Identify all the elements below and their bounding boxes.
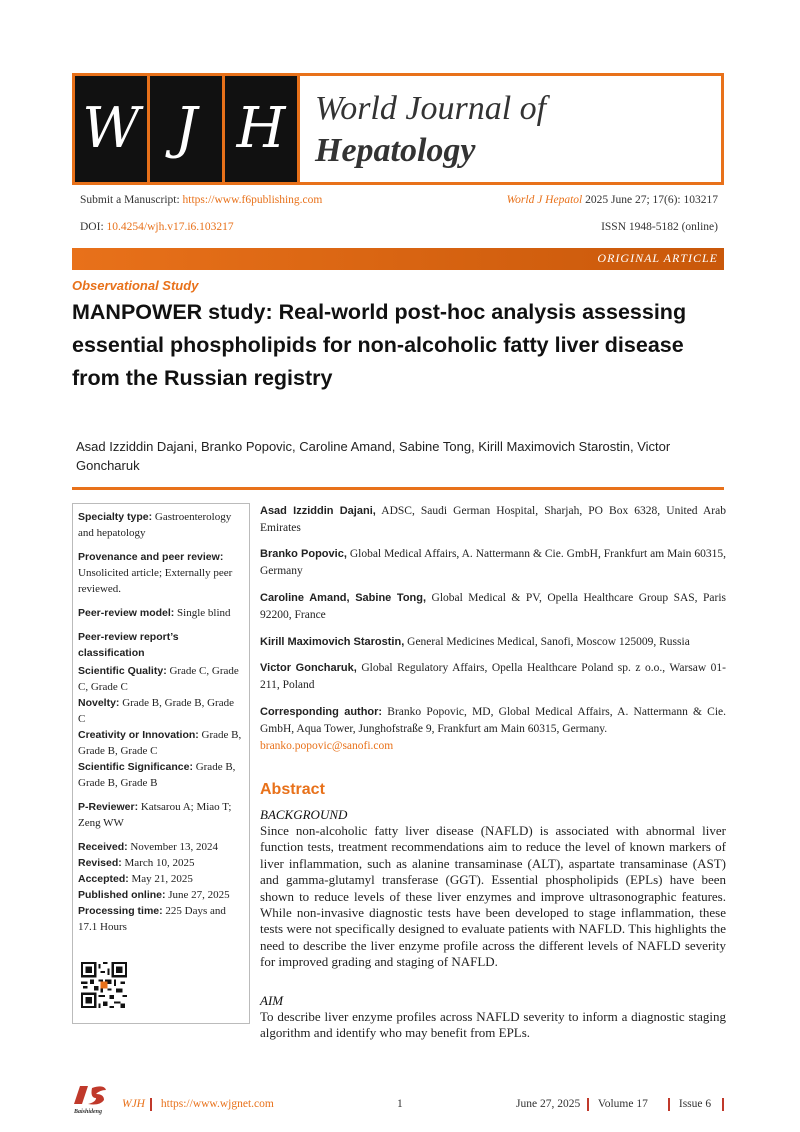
submit-link[interactable]: https://www.f6publishing.com (182, 194, 323, 206)
creativity-value: Grade B, Grade B, Grade C (78, 729, 242, 757)
affiliation-name: Branko Popovic, (260, 548, 347, 560)
reviewer-label: P-Reviewer: (78, 801, 139, 813)
citation-journal: World J Hepatol (506, 194, 583, 206)
accepted-row (78, 871, 244, 887)
specialty-block (78, 509, 244, 541)
abstract-heading: Abstract (260, 781, 325, 798)
affiliation-name: Asad Izziddin Dajani, (260, 505, 376, 517)
journal-title-line2: Hepatology (315, 132, 476, 169)
footer-separator (587, 1098, 589, 1111)
corresponding-author (260, 704, 726, 755)
publisher-logo (74, 1084, 114, 1114)
logo-letter-h: H (225, 76, 297, 182)
affiliation-4 (260, 634, 726, 651)
quality-row (78, 663, 244, 695)
logo-separator (297, 76, 300, 182)
journal-title-line1: World Journal of (315, 90, 547, 127)
aim-text: To describe liver enzyme profiles across NAFLD severity to inform a diagnostic staging algorithm and identify who may benefit from EPLs. (260, 1009, 726, 1041)
revised-label: Revised: (78, 857, 122, 869)
publisher-logo-icon (74, 1084, 114, 1106)
affiliation-name: Victor Goncharuk, (260, 662, 357, 674)
aim-heading: AIM (260, 993, 284, 1008)
affiliation-name: Kirill Maximovich Starostin, (260, 636, 405, 648)
footer-date: June 27, 2025 (516, 1098, 581, 1110)
footer-volume: Volume 17 (597, 1098, 648, 1111)
article-info-sidebar (72, 503, 250, 1024)
affiliation-2 (260, 546, 726, 580)
affiliation-3 (260, 590, 726, 624)
creativity-label: Creativity or Innovation: (78, 729, 199, 741)
corresponding-label: Corresponding author: (260, 706, 383, 718)
classification-block (78, 629, 244, 791)
corresponding-email[interactable]: branko.popovic@sanofi.com (260, 740, 394, 752)
submit-line (80, 194, 322, 206)
background-heading: BACKGROUND (260, 807, 348, 822)
footer-separator (150, 1098, 152, 1111)
qr-code-icon[interactable] (81, 962, 127, 1008)
page-number: 1 (397, 1098, 403, 1110)
provenance-label: Provenance and peer review: (78, 551, 224, 563)
significance-label: Scientific Significance: (78, 761, 193, 773)
footer-issue: Issue 6 (678, 1098, 712, 1111)
affiliation-name: Caroline Amand, Sabine Tong, (260, 592, 427, 604)
reviewer-value: Katsarou A; Miao T; Zeng WW (78, 801, 232, 829)
quality-value: Grade C, Grade C, Grade C (78, 665, 239, 693)
article-type-label: ORIGINAL ARTICLE (597, 251, 718, 265)
doi-line (80, 221, 234, 233)
footer-journal-abbrev: WJH (122, 1098, 145, 1110)
affiliation-1 (260, 503, 726, 537)
publisher-logo-text: Baishideng (74, 1109, 103, 1115)
processing-row (78, 903, 244, 935)
model-label: Peer-review model: (78, 607, 175, 619)
published-row (78, 887, 244, 903)
affiliation-text: Global Regulatory Affairs, Opella Healthcare Poland sp. z o.o., Warsaw 01-211, Poland (260, 662, 727, 691)
affiliation-text: Global Medical Affairs, A. Nattermann & Cie. GmbH, Frankfurt am Main 60315, Germany (260, 548, 727, 577)
affiliation-text: General Medicines Medical, Sanofi, Moscow 125009, Russia (407, 636, 690, 648)
model-block (78, 605, 244, 621)
processing-label: Processing time: (78, 905, 163, 917)
revised-value: March 10, 2025 (124, 857, 195, 869)
doi-link[interactable]: 10.4254/wjh.v17.i6.103217 (106, 221, 234, 233)
novelty-value: Grade B, Grade B, Grade C (78, 697, 234, 725)
citation-line (507, 194, 718, 206)
quality-label: Scientific Quality: (78, 665, 167, 677)
doi-label: DOI: (80, 221, 104, 233)
divider (72, 487, 724, 490)
provenance-block (78, 549, 244, 597)
author-list: Asad Izziddin Dajani, Branko Popovic, Caroline Amand, Sabine Tong, Kirill Maximovich Starostin, Victor Goncharuk (76, 439, 671, 473)
background-text: Since non-alcoholic fatty liver disease (NAFLD) is associated with abnormal liver function tests, treatment recommendations aim to reduce the level of known markers of liver inflammation, such as alanine transaminase (ALT), aspartate transaminase (AST) and gamma-glutamyl transferase (GGT). Essential phospholipids (EPLs) have been shown to reduce levels of these liver enzymes and improve ultrasonographic features. While non-invasive diagnostic tests have been developed to stage inflammation, these tests were not specifically designed to evaluate patients with NAFLD. This highlights the need to describe the liver enzyme profile across the different levels of NAFLD severity for improved grading and staging of NAFLD. (260, 823, 726, 970)
footer-issue-wrap (668, 1098, 724, 1111)
processing-value: 225 Days and 17.1 Hours (78, 905, 226, 933)
citation-details: 2025 June 27; 17(6): 103217 (585, 194, 718, 206)
accepted-value: May 21, 2025 (131, 873, 193, 885)
published-value: June 27, 2025 (168, 889, 230, 901)
footer-separator (722, 1098, 724, 1111)
accepted-label: Accepted: (78, 873, 129, 885)
dates-block (78, 839, 244, 935)
logo-letter-j: J (150, 76, 222, 182)
novelty-label: Novelty: (78, 697, 120, 709)
logo-letter-w: W (75, 76, 147, 182)
novelty-row (78, 695, 244, 727)
provenance-value: Unsolicited article; Externally peer reviewed. (78, 567, 233, 595)
creativity-row (78, 727, 244, 759)
received-row (78, 839, 244, 855)
specialty-value: Gastroenterology and hepatology (78, 511, 232, 539)
significance-value: Grade B, Grade B, Grade B (78, 761, 236, 789)
article-title: MANPOWER study: Real-world post-hoc analysis assessing essential phospholipids for non-alcoholic fatty liver disease from the Russian registry (72, 300, 687, 390)
received-value: November 13, 2024 (130, 841, 219, 853)
classification-label: Peer-review report’s classification (78, 631, 179, 659)
significance-row (78, 759, 244, 791)
footer-journal (122, 1098, 145, 1110)
footer-separator (668, 1098, 670, 1111)
corresponding-text: Branko Popovic, MD, Global Medical Affairs, A. Nattermann & Cie. GmbH, Aqua Tower, Junghofstraße 9, Frankfurt am Main 60315, Germany. (260, 706, 726, 735)
journal-banner (72, 73, 724, 185)
model-value: Single blind (177, 607, 231, 619)
article-type-bar (72, 248, 724, 270)
study-type: Observational Study (72, 278, 199, 293)
published-label: Published online: (78, 889, 166, 901)
footer-url-wrap (150, 1098, 274, 1111)
affiliation-text: ADSC, Saudi German Hospital, Sharjah, PO Box 6328, United Arab Emirates (260, 505, 726, 534)
submit-label: Submit a Manuscript: (80, 194, 180, 206)
specialty-label: Specialty type: (78, 511, 153, 523)
revised-row (78, 855, 244, 871)
affiliation-text: Global Medical & PV, Opella Healthcare Group SAS, Paris 92200, France (260, 592, 727, 621)
footer-url[interactable]: https://www.wjgnet.com (160, 1098, 274, 1111)
received-label: Received: (78, 841, 128, 853)
footer-volume-wrap (587, 1098, 648, 1111)
affiliation-5 (260, 660, 726, 694)
issn: ISSN 1948-5182 (online) (601, 221, 718, 233)
reviewer-block (78, 799, 244, 831)
